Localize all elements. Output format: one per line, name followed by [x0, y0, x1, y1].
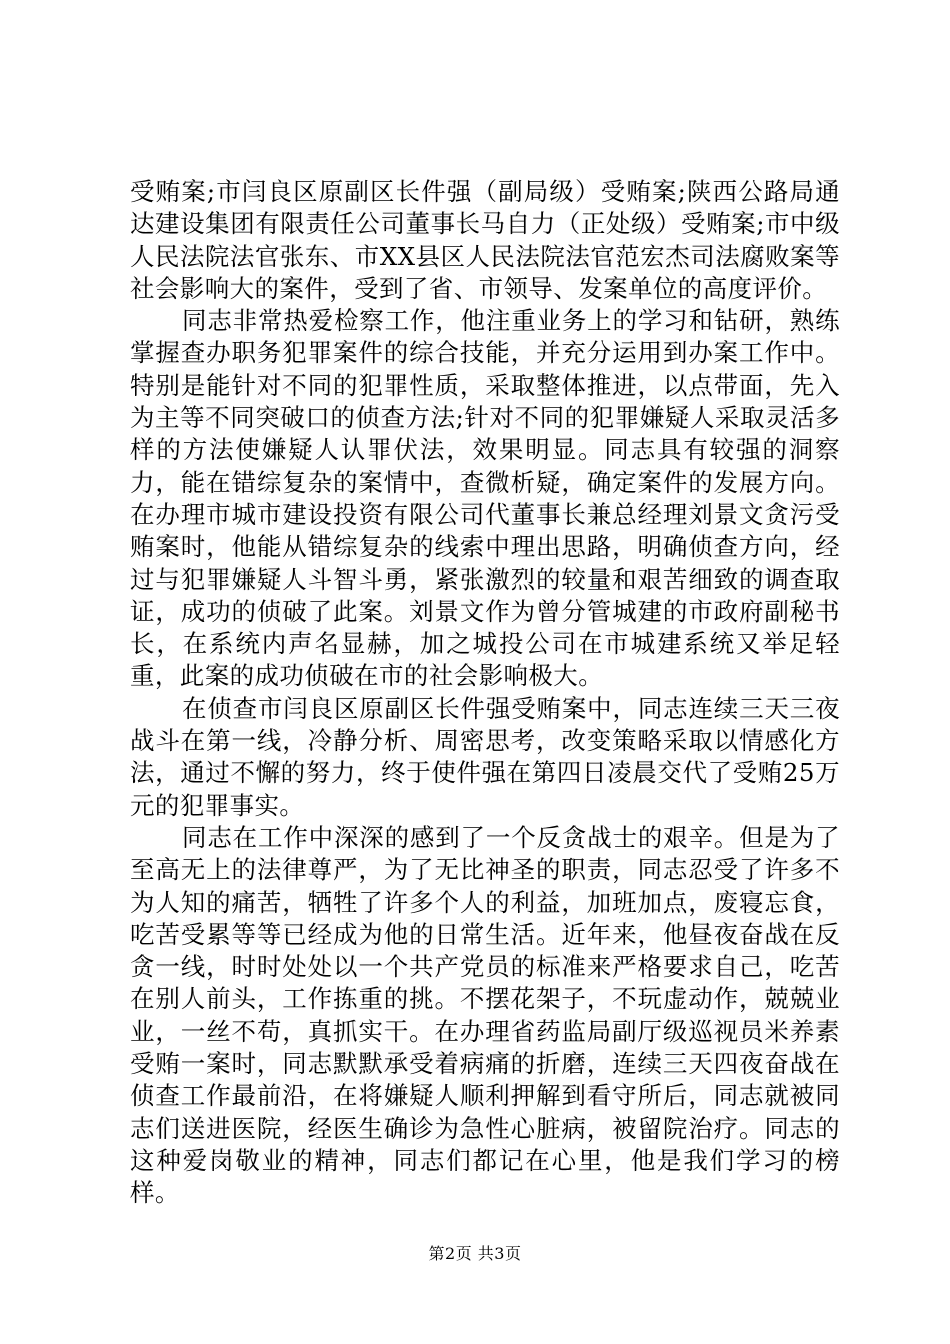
paragraph-4: 同志在工作中深深的感到了一个反贪战士的艰辛。但是为了至高无上的法律尊严，为了无比神圣的职责，同志忍受了许多不为人知的痛苦，牺牲了许多个人的利益，加班加点，废寝忘食，吃苦受累等等已经成为他的日常生活。近年来，他昼夜奋战在反贪一线，时时处处以一个共产党员的标准来严格要求自己，吃苦在别人前头，工作拣重的挑。不摆花架子，不玩虚动作，兢兢业业，一丝不苟，真抓实干。在办理省药监局副厅级巡视员米养素受贿一案时，同志默默承受着病痛的折磨，连续三天四夜奋战在侦查工作最前沿，在将嫌疑人顺利押解到看守所后，同志就被同志们送进医院，经医生确诊为急性心脏病，被留院治疗。同志的这种爱岗敬业的精神，同志们都记在心里，他是我们学习的榜样。: [130, 822, 840, 1208]
page-number-footer: 第2页 共3页: [428, 1244, 522, 1263]
paragraph-2: 同志非常热爱检察工作，他注重业务上的学习和钻研，熟练掌握查办职务犯罪案件的综合技能，并充分运用到办案工作中。特别是能针对不同的犯罪性质，采取整体推进，以点带面，先入为主等不同突破口的侦查方法;针对不同的犯罪嫌疑人采取灵活多样的方法使嫌疑人认罪伏法，效果明显。同志具有较强的洞察力，能在错综复杂的案情中，查微析疑，确定案件的发展方向。在办理市城市建设投资有限公司代董事长兼总经理刘景文贪污受贿案时，他能从错综复杂的线索中理出思路，明确侦查方向，经过与犯罪嫌疑人斗智斗勇，紧张激烈的较量和艰苦细致的调查取证，成功的侦破了此案。刘景文作为曾分管城建的市政府副秘书长，在系统内声名显赫，加之城投公司在市城建系统又举足轻重，此案的成功侦破在市的社会影响极大。: [130, 306, 840, 691]
paragraph-1: 受贿案;市闫良区原副区长件强（副局级）受贿案;陕西公路局通达建设集团有限责任公司董事长马自力（正处级）受贿案;市中级人民法院法官张东、市XX县区人民法院法官范宏杰司法腐败案等社会影响大的案件，受到了省、市领导、发案单位的高度评价。: [130, 177, 840, 303]
paragraph-3: 在侦查市闫良区原副区长件强受贿案中，同志连续三天三夜战斗在第一线，冷静分析、周密思考，改变策略采取以情感化方法，通过不懈的努力，终于使件强在第四日凌晨交代了受贿25万元的犯罪事实。: [130, 693, 840, 820]
document-body: [130, 176, 840, 1210]
